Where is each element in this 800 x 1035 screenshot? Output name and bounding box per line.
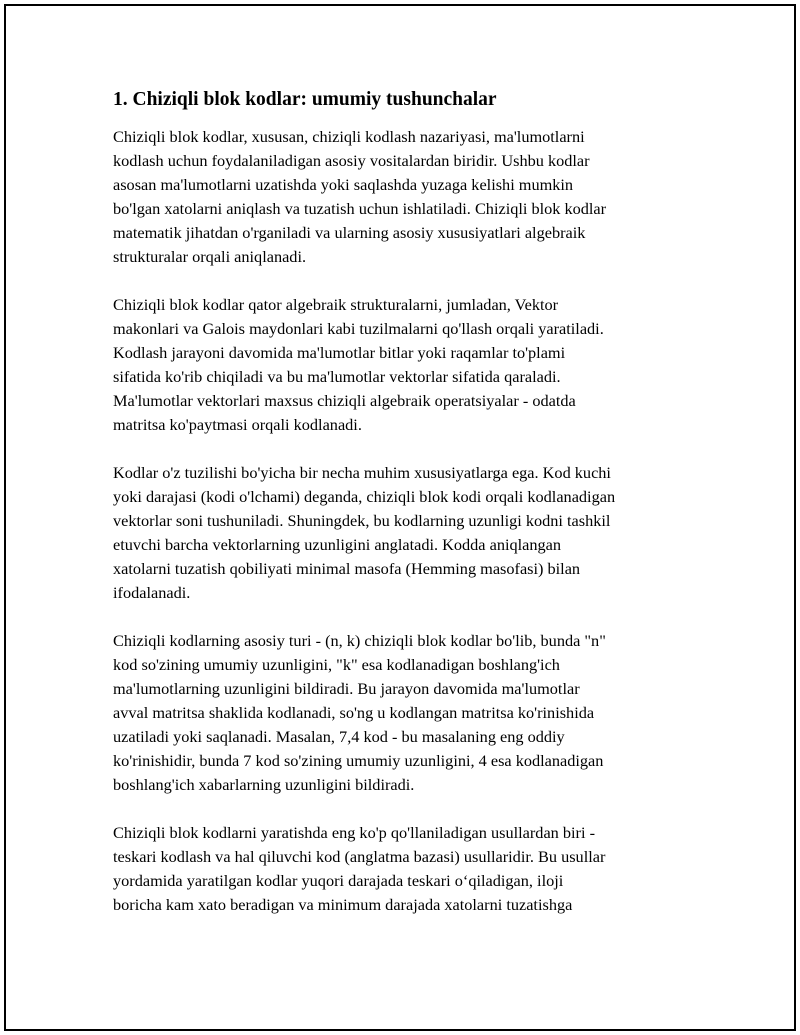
text-line: makonlari va Galois maydonlari kabi tuzilmalarni qo'llash orqali yaratiladi.	[113, 319, 604, 338]
section-heading: 1. Chiziqli blok kodlar: umumiy tushunchalar	[113, 89, 497, 110]
text-line: Chiziqli kodlarning asosiy turi - (n, k) chiziqli blok kodlar bo'lib, bunda "n"	[113, 631, 606, 650]
text-line: ma'lumotlarning uzunligini bildiradi. Bu jarayon davomida ma'lumotlar	[113, 679, 580, 698]
document-body	[113, 88, 693, 941]
text-line: xatolarni tuzatish qobiliyati minimal masofa (Hemming masofasi) bilan	[113, 559, 581, 578]
text-line: Chiziqli blok kodlar qator algebraik strukturalarni, jumladan, Vektor	[113, 295, 559, 314]
text-line: ifodalanadi.	[113, 583, 191, 602]
text-line: sifatida ko'rib chiqiladi va bu ma'lumotlar vektorlar sifatida qaraladi.	[113, 367, 561, 386]
text-line: etuvchi barcha vektorlarning uzunligini anglatadi. Kodda aniqlangan	[113, 535, 562, 554]
text-line: asosan ma'lumotlarni uzatishda yoki saqlashda yuzaga kelishi mumkin	[113, 175, 574, 194]
text-line: vektorlar soni tushuniladi. Shuningdek, bu kodlarning uzunligi kodni tashkil	[113, 511, 611, 530]
text-line: strukturalar orqali aniqlanadi.	[113, 247, 307, 266]
text-line: kod so'zining umumiy uzunligini, "k" esa kodlanadigan boshlang'ich	[113, 655, 560, 674]
text-line: boricha kam xato beradigan va minimum darajada xatolarni tuzatishga	[113, 895, 573, 914]
text-line: yordamida yaratilgan kodlar yuqori darajada teskari o‘qiladigan, iloji	[113, 871, 564, 890]
text-line: Kodlash jarayoni davomida ma'lumotlar bitlar yoki raqamlar to'plami	[113, 343, 566, 362]
text-line: kodlash uchun foydalaniladigan asosiy vositalardan biridir. Ushbu kodlar	[113, 151, 590, 170]
text-line: yoki darajasi (kodi o'lchami) deganda, chiziqli blok kodi orqali kodlanadigan	[113, 487, 616, 506]
text-line: Chiziqli blok kodlarni yaratishda eng ko'p qo'llaniladigan usullardan biri -	[113, 823, 595, 842]
text-line: matritsa ko'paytmasi orqali kodlanadi.	[113, 415, 362, 434]
text-line: bo'lgan xatolarni aniqlash va tuzatish uchun ishlatiladi. Chiziqli blok kodlar	[113, 199, 607, 218]
text-line: ko'rinishidir, bunda 7 kod so'zining umumiy uzunligini, 4 esa kodlanadigan	[113, 751, 604, 770]
text-line: Chiziqli blok kodlar, xususan, chiziqli kodlash nazariyasi, ma'lumotlarni	[113, 127, 585, 146]
paragraph-5	[113, 821, 693, 917]
paragraph-3	[113, 461, 693, 605]
text-line: teskari kodlash va hal qiluvchi kod (anglatma bazasi) usullaridir. Bu usullar	[113, 847, 606, 866]
text-line: Ma'lumotlar vektorlari maxsus chiziqli algebraik operatsiyalar - odatda	[113, 391, 576, 410]
text-line: avval matritsa shaklida kodlanadi, so'ng u kodlangan matritsa ko'rinishida	[113, 703, 595, 722]
text-line: boshlang'ich xabarlarning uzunligini bildiradi.	[113, 775, 415, 794]
text-line: uzatiladi yoki saqlanadi. Masalan, 7,4 kod - bu masalaning eng oddiy	[113, 727, 565, 746]
text-line: Kodlar o'z tuzilishi bo'yicha bir necha muhim xususiyatlarga ega. Kod kuchi	[113, 463, 611, 482]
paragraph-4	[113, 629, 693, 797]
paragraph-1	[113, 125, 693, 269]
text-line: matematik jihatdan o'rganiladi va ularning asosiy xususiyatlari algebraik	[113, 223, 586, 242]
paragraph-2	[113, 293, 693, 437]
